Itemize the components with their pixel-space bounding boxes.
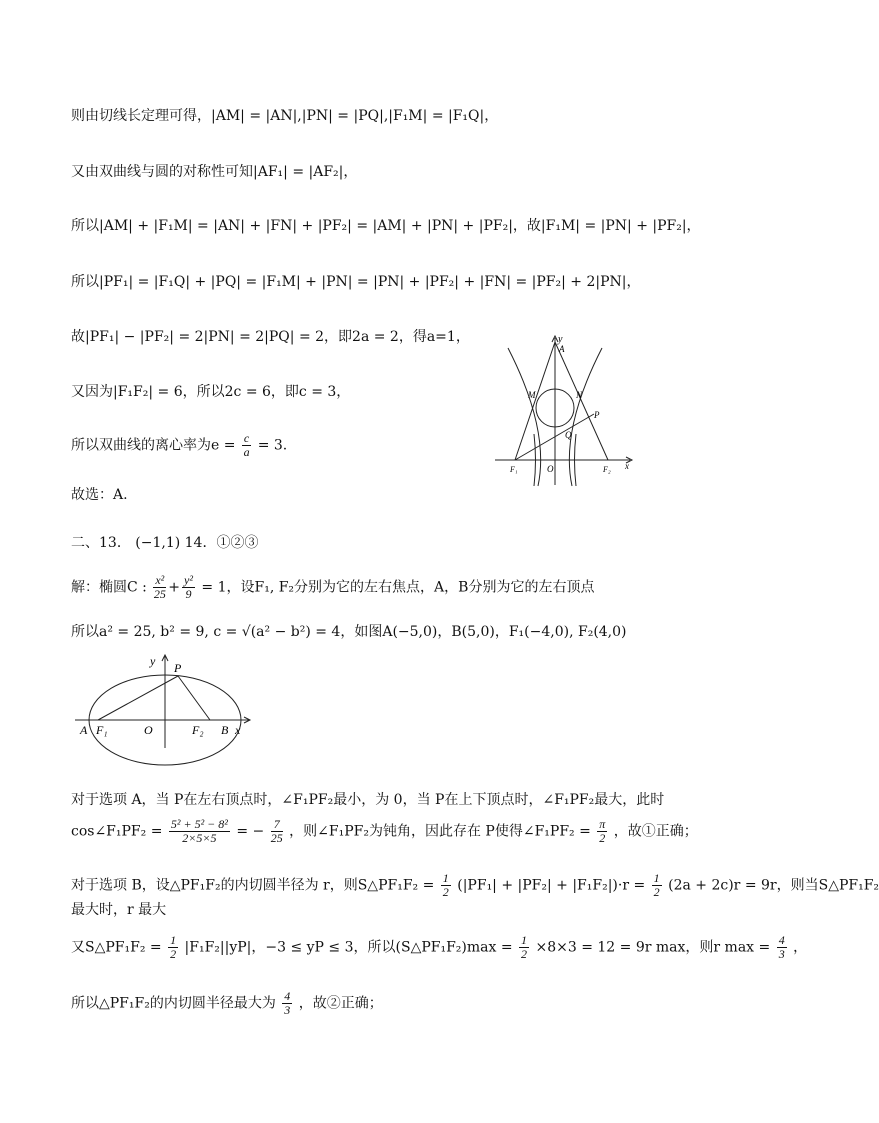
tangent-right [555, 342, 608, 460]
text-line-3: 所以|AM| + |F₁M| = |AN| + |FN| + |PF₂| = |AM| + |PN| + |PF₂|，故|F₁M| = |PN| + |PF₂|， [71, 218, 701, 234]
text-line-9: 二、13． (−1,1) 14．①②③ [71, 535, 259, 551]
text-line-16: 又S△PF₁F₂ = $\frac{1}{2}$ |F₁F₂||yP|，−3 ≤ yP ≤ 3，所以(S△PF₁F₂)max = $\frac{1}{2}$ ×8×3 = 12 = 9r max，则r max = $\frac{4}{3}$ ， [71, 933, 808, 961]
label-x: x [235, 723, 241, 737]
label-O: O [144, 723, 153, 737]
fraction: $\frac{1}{2}$ [521, 933, 528, 961]
fraction: $\frac{4}{3}$ [778, 933, 785, 961]
text-line-1: 则由切线长定理可得，|AM| = |AN|,|PN| = |PQ|,|F₁M| = |F₁Q|， [71, 108, 499, 124]
fraction: $\frac{4}{3}$ [284, 989, 291, 1017]
label-y: y [150, 654, 156, 668]
text-line-11: 所以a² = 25, b² = 9, c = √(a² − b²) = 4，如图A(−5,0)，B(5,0)，F₁(−4,0), F₂(4,0) [71, 624, 627, 640]
label-x: x [625, 461, 629, 471]
segment-p-f2 [178, 676, 210, 720]
label-A: A [559, 344, 565, 354]
label-A: A [80, 723, 88, 737]
fraction: $\frac{\pi}{2}$ [599, 817, 606, 845]
text-line-10: 解：椭圆C : $\frac{\text{x²}}{25}$ + $\frac{\text{y²}}{9}$ = 1，设F₁, F₂分别为它的左右焦点，A，B分别为它的左右顶点 [71, 573, 595, 601]
label-F2: F₂ [192, 723, 204, 737]
fraction: $\frac{7}{25}$ [270, 817, 283, 845]
text-line-5: 故|PF₁| − |PF₂| = 2|PN| = 2|PQ| = 2，即2a = 2，得a=1， [71, 329, 470, 345]
label-P: P [594, 410, 600, 420]
ellipse-figure [70, 650, 260, 750]
label-F1: F₁ [96, 723, 108, 737]
text-line-6: 又因为|F₁F₂| = 6，所以2c = 6，即c = 3， [71, 384, 351, 400]
text-line-8: 故选：A. [71, 487, 128, 503]
text-line-14: 对于选项 B，设△PF₁F₂的内切圆半径为 r，则S△PF₁F₂ = $\frac{1}{2}$ (|PF₁| + |PF₂| + |F₁F₂|)·r = $\frac{1}{2}$ (2a + 2c)r = 9r，则当S△PF₁F₂ [71, 871, 879, 899]
label-N: N [576, 390, 583, 400]
label-M: M [528, 390, 536, 400]
label-F2: F₂ [603, 465, 611, 474]
hyperbola-figure [490, 330, 650, 490]
label-O: O [547, 464, 554, 474]
fraction: $\frac{1}{2}$ [170, 933, 177, 961]
fraction: $\frac{\text{y²}}{9}$ [184, 573, 193, 601]
segment-f1-p [98, 676, 178, 720]
fraction: $\frac{1}{2}$ [653, 871, 660, 899]
text-line-13: cos∠F₁PF₂ = $\frac{\text{5² + 5² − 8²}}{2\times 5\times 5}$ = − $\frac{7}{25}$ ，则∠F₁PF₂为钝角，因此存在 P使得∠F₁PF₂ = $\frac{\pi}{2}$ ，故①正确； [71, 817, 698, 845]
text-line-2: 又由双曲线与圆的对称性可知|AF₁| = |AF₂|， [71, 164, 358, 180]
text-line-4: 所以|PF₁| = |F₁Q| + |PQ| = |F₁M| + |PN| = |PN| + |PF₂| + |FN| = |PF₂| + 2|PN|， [71, 274, 641, 290]
fraction: $\frac{1}{2}$ [442, 871, 449, 899]
fraction: $\frac{c}{a}$ [243, 431, 250, 459]
label-B: B [221, 723, 229, 737]
text-line-12: 对于选项 A，当 P在左右顶点时，∠F₁PF₂最小，为 0，当 P在上下顶点时，∠F₁PF₂最大，此时 [71, 792, 665, 808]
label-y: y [558, 334, 563, 345]
text-line-17: 所以△PF₁F₂的内切圆半径最大为 $\frac{4}{3}$ ，故②正确； [71, 989, 383, 1017]
label-P: P [174, 661, 182, 675]
label-Q: Q [565, 430, 572, 440]
label-F1: F₁ [510, 465, 518, 474]
text-line-15: 最大时，r 最大 [71, 902, 167, 918]
fraction: $\frac{\text{5² + 5² − 8²}}{2\times 5\times 5}$ [170, 817, 228, 845]
text-line-7: 所以双曲线的离心率为e = $\frac{c}{a}$ = 3. [71, 431, 288, 459]
fraction: $\frac{\text{x²}}{25}$ [153, 573, 166, 601]
